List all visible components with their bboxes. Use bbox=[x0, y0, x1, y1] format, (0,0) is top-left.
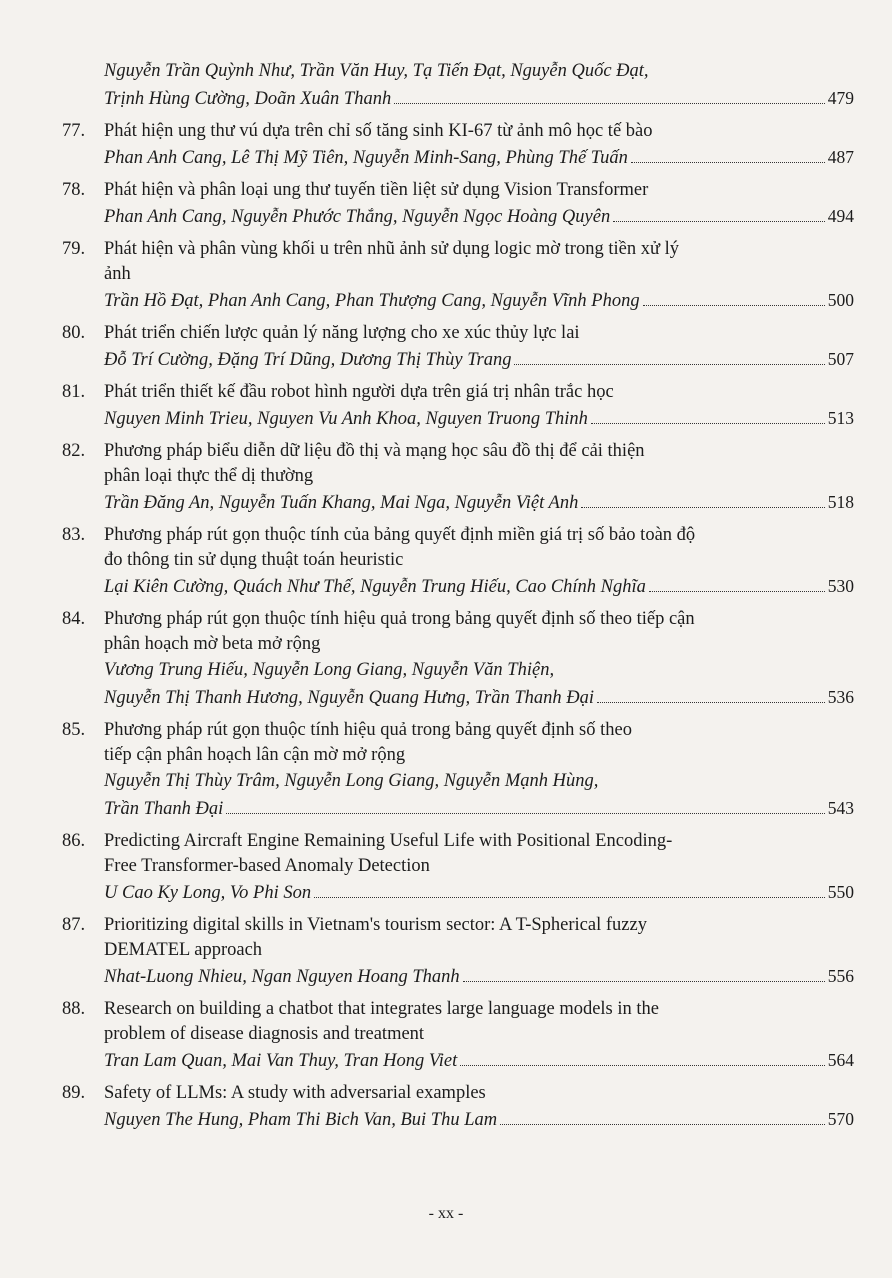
dot-leader bbox=[394, 103, 825, 104]
entry-number: 78. bbox=[62, 180, 86, 200]
entry-title-line bbox=[62, 1022, 854, 1047]
entry-number bbox=[62, 1022, 104, 1047]
entry-title: Free Transformer-based Anomaly Detection bbox=[104, 856, 430, 876]
entry-number bbox=[62, 632, 104, 657]
dot-leader bbox=[613, 221, 825, 222]
entry-title-line bbox=[62, 1081, 854, 1106]
toc-entry bbox=[62, 1081, 854, 1134]
entry-number bbox=[62, 464, 104, 489]
entry-authors-text: Trịnh Hùng Cường, Doãn Xuân Thanh bbox=[104, 89, 392, 109]
entry-number: 81. bbox=[62, 382, 86, 402]
entry-title: Phương pháp rút gọn thuộc tính hiệu quả trong bảng quyết định số theo tiếp cận bbox=[104, 609, 695, 629]
toc-entry bbox=[62, 439, 854, 517]
entry-title-line bbox=[62, 854, 854, 879]
entry-number: 80. bbox=[62, 323, 86, 343]
entry-page-number: 518 bbox=[827, 492, 854, 512]
entry-title: ảnh bbox=[104, 264, 131, 284]
entry-authors-last bbox=[62, 144, 854, 172]
toc-entry bbox=[62, 119, 854, 172]
entry-title-line bbox=[62, 829, 854, 854]
dot-leader bbox=[314, 897, 825, 898]
entry-title-line bbox=[62, 743, 854, 768]
dot-leader bbox=[226, 813, 824, 814]
entry-authors-text: Nhat-Luong Nhieu, Ngan Nguyen Hoang Thanh bbox=[104, 967, 460, 987]
entry-number: 83. bbox=[62, 525, 86, 545]
entry-authors-last bbox=[62, 489, 854, 517]
entry-page-number: 570 bbox=[827, 1109, 854, 1129]
entry-title: Phát triển chiến lược quản lý năng lượng cho xe xúc thủy lực lai bbox=[104, 323, 580, 343]
entry-title-line bbox=[62, 523, 854, 548]
entry-page-number: 487 bbox=[827, 147, 854, 167]
entry-title: phân hoạch mờ beta mở rộng bbox=[104, 634, 321, 654]
entry-authors-last bbox=[62, 346, 854, 374]
entry-title-line bbox=[62, 119, 854, 144]
entry-number bbox=[62, 262, 104, 287]
dot-leader bbox=[463, 981, 825, 982]
entry-title-line bbox=[62, 632, 854, 657]
entry-page-number: 536 bbox=[827, 687, 854, 707]
entry-title: Phát hiện ung thư vú dựa trên chỉ số tăng sinh KI-67 từ ảnh mô học tế bào bbox=[104, 121, 653, 141]
entry-authors-text: Trần Đăng An, Nguyễn Tuấn Khang, Mai Nga, Nguyễn Việt Anh bbox=[104, 493, 579, 513]
toc-entry bbox=[62, 380, 854, 433]
entry-title: Phát hiện và phân loại ung thư tuyến tiền liệt sử dụng Vision Transformer bbox=[104, 180, 649, 200]
entry-authors: Nguyễn Trần Quỳnh Như, Trần Văn Huy, Tạ Tiến Đạt, Nguyễn Quốc Đạt, bbox=[104, 61, 649, 81]
entry-authors-last bbox=[62, 684, 854, 712]
entry-authors-text: Nguyen Minh Trieu, Nguyen Vu Anh Khoa, Nguyen Truong Thinh bbox=[104, 409, 588, 429]
toc-entry bbox=[62, 718, 854, 823]
entry-authors-last bbox=[62, 963, 854, 991]
toc-entry-continued bbox=[62, 58, 854, 113]
entry-authors-last bbox=[62, 879, 854, 907]
dot-leader bbox=[591, 423, 825, 424]
entry-title-line bbox=[62, 262, 854, 287]
dot-leader bbox=[500, 1124, 825, 1125]
entry-page-number: 564 bbox=[827, 1050, 854, 1070]
entry-title: phân loại thực thể dị thường bbox=[104, 466, 314, 486]
dot-leader bbox=[649, 591, 825, 592]
entry-number bbox=[62, 548, 104, 573]
entry-number bbox=[62, 854, 104, 879]
entry-title-line bbox=[62, 321, 854, 346]
entry-title: Phương pháp rút gọn thuộc tính hiệu quả trong bảng quyết định số theo bbox=[104, 720, 632, 740]
entry-page-number: 530 bbox=[827, 576, 854, 596]
toc-entry bbox=[62, 178, 854, 231]
dot-leader bbox=[643, 305, 825, 306]
entry-title: Phát triển thiết kế đầu robot hình người dựa trên giá trị nhân trắc học bbox=[104, 382, 614, 402]
entry-page-number: 500 bbox=[827, 290, 854, 310]
entry-number: 84. bbox=[62, 609, 86, 629]
entry-authors-last bbox=[62, 85, 854, 113]
entry-title-line bbox=[62, 718, 854, 743]
entry-title-line bbox=[62, 439, 854, 464]
dot-leader bbox=[597, 702, 825, 703]
toc-entry bbox=[62, 997, 854, 1075]
dot-leader bbox=[581, 507, 824, 508]
entry-number: 82. bbox=[62, 441, 86, 461]
entry-number: 86. bbox=[62, 831, 86, 851]
entry-authors-last bbox=[62, 203, 854, 231]
entry-page-number: 550 bbox=[827, 882, 854, 902]
table-of-contents bbox=[62, 58, 854, 1140]
entry-title: Research on building a chatbot that integrates large language models in the bbox=[104, 999, 659, 1019]
entry-title-line bbox=[62, 464, 854, 489]
entry-authors-last bbox=[62, 1106, 854, 1134]
entry-number bbox=[62, 938, 104, 963]
dot-leader bbox=[514, 364, 824, 365]
entry-page-number: 479 bbox=[827, 88, 854, 108]
entry-page-number: 556 bbox=[827, 966, 854, 986]
entry-title: đo thông tin sử dụng thuật toán heuristic bbox=[104, 550, 404, 570]
entry-number bbox=[62, 743, 104, 768]
entry-title-line bbox=[62, 380, 854, 405]
entry-title-line bbox=[62, 938, 854, 963]
entry-authors-last bbox=[62, 573, 854, 601]
page-footer: - xx - bbox=[428, 1205, 464, 1222]
entry-title-line bbox=[62, 607, 854, 632]
entry-authors-last bbox=[62, 795, 854, 823]
toc-entry bbox=[62, 607, 854, 712]
entry-title-line bbox=[62, 178, 854, 203]
entry-number: 79. bbox=[62, 239, 86, 259]
entry-title: Phát hiện và phân vùng khối u trên nhũ ảnh sử dụng logic mờ trong tiền xử lý bbox=[104, 239, 679, 259]
entry-title: DEMATEL approach bbox=[104, 940, 263, 960]
entry-authors-last bbox=[62, 405, 854, 433]
entry-authors-text: Đỗ Trí Cường, Đặng Trí Dũng, Dương Thị Thùy Trang bbox=[104, 350, 512, 370]
toc-entry bbox=[62, 829, 854, 907]
entry-authors-text: Nguyễn Thị Thanh Hương, Nguyễn Quang Hưng, Trần Thanh Đại bbox=[104, 688, 595, 708]
entry-number: 85. bbox=[62, 720, 86, 740]
entry-page-number: 507 bbox=[827, 349, 854, 369]
entry-number: 88. bbox=[62, 999, 86, 1019]
entry-title: Prioritizing digital skills in Vietnam's tourism sector: A T-Spherical fuzzy bbox=[104, 915, 647, 935]
entry-title: Phương pháp biểu diễn dữ liệu đồ thị và mạng học sâu đồ thị để cải thiện bbox=[104, 441, 645, 461]
toc-entry bbox=[62, 237, 854, 315]
entry-authors-text: Phan Anh Cang, Nguyễn Phước Thắng, Nguyễn Ngọc Hoàng Quyên bbox=[104, 207, 611, 227]
entry-page-number: 513 bbox=[827, 408, 854, 428]
entry-title-line bbox=[62, 997, 854, 1022]
entry-authors-text: U Cao Ky Long, Vo Phi Son bbox=[104, 883, 312, 903]
toc-entry bbox=[62, 523, 854, 601]
entry-title: Predicting Aircraft Engine Remaining Useful Life with Positional Encoding- bbox=[104, 831, 673, 851]
entry-authors-text: Lại Kiên Cường, Quách Như Thế, Nguyễn Trung Hiếu, Cao Chính Nghĩa bbox=[104, 577, 646, 597]
toc-entry bbox=[62, 321, 854, 374]
entry-number: 77. bbox=[62, 121, 86, 141]
entry-number: 87. bbox=[62, 915, 86, 935]
entry-title-line bbox=[62, 548, 854, 573]
entry-title-line bbox=[62, 913, 854, 938]
entry-title: Phương pháp rút gọn thuộc tính của bảng quyết định miền giá trị số bảo toàn độ bbox=[104, 525, 696, 545]
entry-page-number: 543 bbox=[827, 798, 854, 818]
entry-authors-last bbox=[62, 287, 854, 315]
entry-authors-text: Trần Thanh Đại bbox=[104, 799, 224, 819]
toc-entry bbox=[62, 913, 854, 991]
entry-authors: Vương Trung Hiếu, Nguyễn Long Giang, Nguyễn Văn Thiện, bbox=[104, 660, 555, 680]
entry-title: problem of disease diagnosis and treatment bbox=[104, 1024, 425, 1044]
entry-title: Safety of LLMs: A study with adversarial examples bbox=[104, 1083, 486, 1103]
entry-authors-text: Phan Anh Cang, Lê Thị Mỹ Tiên, Nguyễn Minh-Sang, Phùng Thế Tuấn bbox=[104, 148, 628, 168]
entry-authors-last bbox=[62, 1047, 854, 1075]
entry-page-number: 494 bbox=[827, 206, 854, 226]
entry-authors-text: Trần Hồ Đạt, Phan Anh Cang, Phan Thượng Cang, Nguyễn Vĩnh Phong bbox=[104, 291, 640, 311]
entry-title-line bbox=[62, 237, 854, 262]
entry-authors-text: Tran Lam Quan, Mai Van Thuy, Tran Hong Viet bbox=[104, 1051, 458, 1071]
entry-authors-text: Nguyen The Hung, Pham Thi Bich Van, Bui Thu Lam bbox=[104, 1110, 498, 1130]
dot-leader bbox=[460, 1065, 824, 1066]
entry-authors: Nguyễn Thị Thùy Trâm, Nguyễn Long Giang, Nguyễn Mạnh Hùng, bbox=[104, 771, 599, 791]
dot-leader bbox=[631, 162, 825, 163]
entry-title: tiếp cận phân hoạch lân cận mờ mở rộng bbox=[104, 745, 406, 765]
entry-number: 89. bbox=[62, 1083, 86, 1103]
